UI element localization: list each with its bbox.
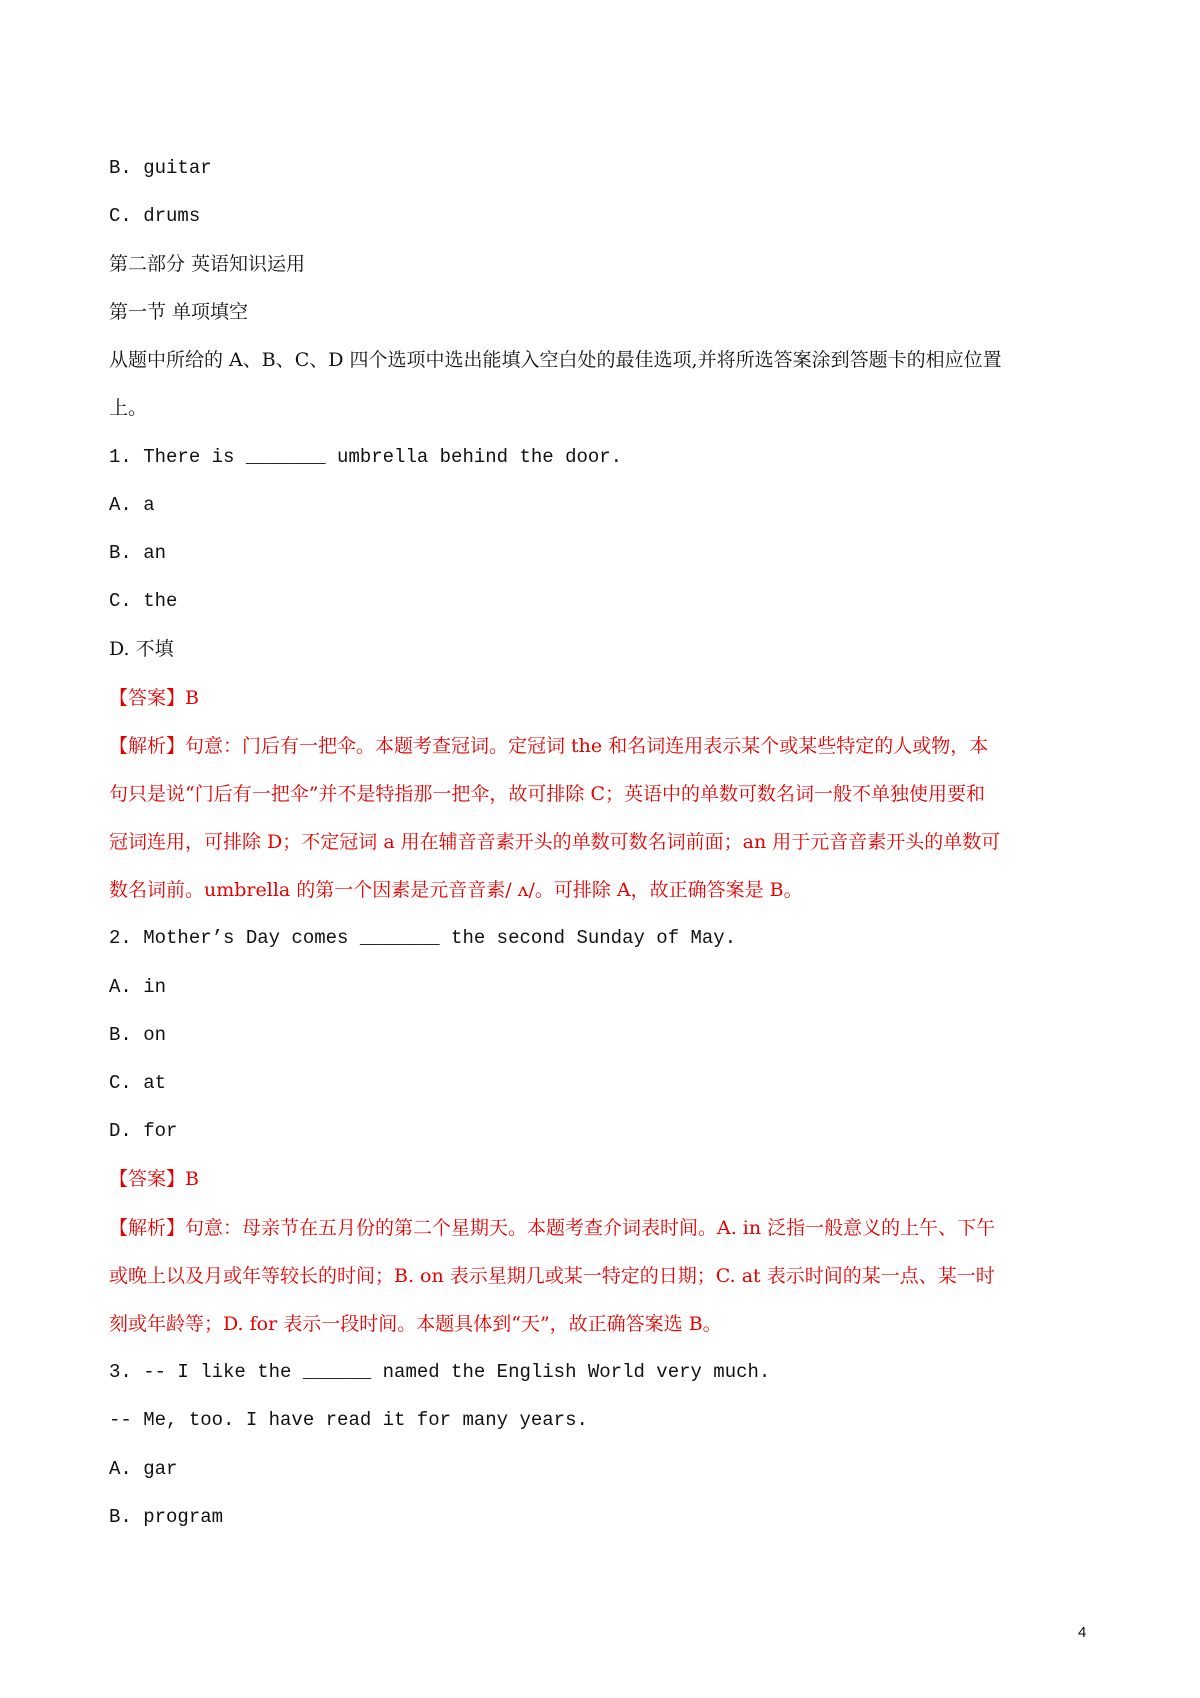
question-2-option-b: B. on — [109, 1024, 167, 1046]
question-3-response: -- Me, too. I have read it for many years. — [109, 1409, 588, 1431]
instructions-line-2: 上。 — [109, 397, 148, 419]
question-1-option-c: C. the — [109, 590, 178, 612]
question-2-answer: 【答案】B — [109, 1168, 199, 1190]
question-2-explanation-line-2: 或晚上以及月或年等较长的时间；B. on 表示星期几或某一特定的日期；C. at 表示时间的某一点、某一时 — [109, 1265, 995, 1287]
question-1-option-a: A. a — [109, 494, 155, 516]
section-heading-part-two: 第二部分 英语知识运用 — [109, 253, 306, 275]
question-1-answer: 【答案】B — [109, 687, 199, 709]
question-1-explanation-line-1: 【解析】句意：门后有一把伞。本题考查冠词。定冠词 the 和名词连用表示某个或某些特定的人或物，本 — [109, 735, 989, 757]
question-2-option-a: A. in — [109, 976, 167, 998]
question-1: 1. There is _______ umbrella behind the door. — [109, 446, 623, 468]
question-1-option-d: D. 不填 — [109, 638, 174, 660]
question-1-explanation-line-4: 数名词前。umbrella 的第一个因素是元音音素/ ʌ/。可排除 A，故正确答案是 B。 — [109, 879, 803, 901]
question-3: 3. -- I like the ______ named the English World very much. — [109, 1361, 771, 1383]
page-number: 4 — [1078, 1624, 1087, 1641]
option-c-drums: C. drums — [109, 205, 201, 227]
question-2-explanation-line-3: 刻或年龄等；D. for 表示一段时间。本题具体到“天”，故正确答案选 B。 — [109, 1313, 722, 1335]
question-2-explanation-line-1: 【解析】句意：母亲节在五月份的第二个星期天。本题考查介词表时间。A. in 泛指一般意义的上午、下午 — [109, 1217, 996, 1239]
question-1-explanation-line-3: 冠词连用，可排除 D；不定冠词 a 用在辅音音素开头的单数可数名词前面；an 用于元音音素开头的单数可 — [109, 831, 1001, 853]
question-2: 2. Mother’s Day comes _______ the second Sunday of May. — [109, 927, 737, 949]
question-2-option-d: D. for — [109, 1120, 178, 1142]
question-3-option-b: B. program — [109, 1506, 224, 1528]
section-heading-single-choice: 第一节 单项填空 — [109, 301, 249, 323]
question-1-option-b: B. an — [109, 542, 167, 564]
question-2-option-c: C. at — [109, 1072, 167, 1094]
question-3-option-a: A. gar — [109, 1458, 178, 1480]
instructions-line-1: 从题中所给的 A、B、C、D 四个选项中选出能填入空白处的最佳选项,并将所选答案涂到答题卡的相应位置 — [109, 349, 1002, 371]
option-b-guitar: B. guitar — [109, 157, 212, 179]
question-1-explanation-line-2: 句只是说“门后有一把伞”并不是特指那一把伞，故可排除 C；英语中的单数可数名词一般不单独使用要和 — [109, 783, 986, 805]
